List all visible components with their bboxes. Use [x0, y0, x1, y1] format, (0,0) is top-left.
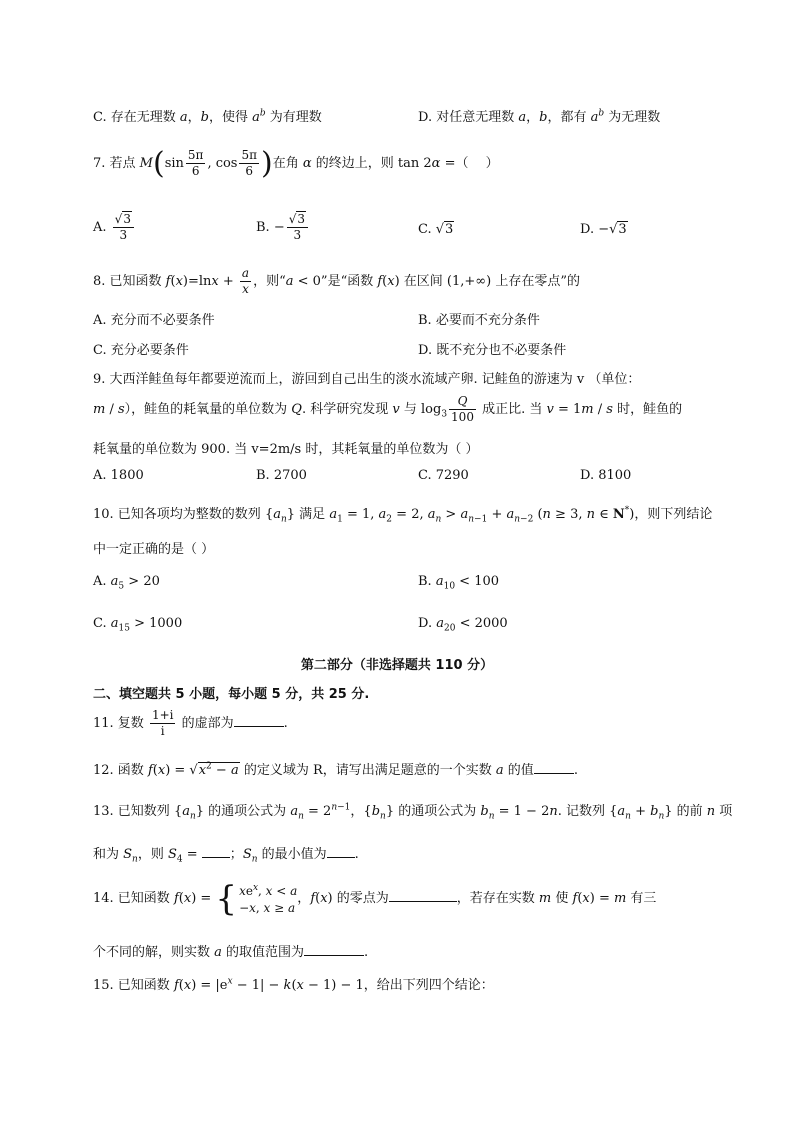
q14-line-2: 个不同的解，则实数 a 的取值范围为 .: [93, 941, 368, 960]
q6-option-c: C. 存在无理数 a，b，使得 $a^b$ 为有理数: [93, 108, 322, 125]
q11: 11. 复数 $\frac{1+i}{i}$ 的虚部为 .: [93, 708, 288, 738]
q13-line-1: 13. 已知数列 $\{a_n\}$ 的通项公式为 $a_n = 2^{n-1}$，$\{b_n\}$ 的通项公式为 $b_n = 1 - 2n$. 记数列 $\{a_n + b_n\}$ 的前 n 项: [93, 802, 733, 822]
q15: 15. 已知函数 $f(x) = |e^x - 1| - k(x - 1) - 1$，给出下列四个结论：: [93, 976, 494, 993]
fill-in-section-heading: 二、填空题共 5 小题，每小题 5 分，共 25 分.: [93, 687, 370, 702]
q6-option-d: D. 对任意无理数 a，b，都有 $a^b$ 为无理数: [418, 108, 661, 125]
q9-option-a: A. 1800: [93, 468, 144, 483]
q10-line-1: 10. 已知各项均为整数的数列 $\{a_n\}$ 满足 $a_1 = 1$, $a_2 = 2$, $a_n > a_{n-1} + a_{n-2}$ (n ≥ 3, n ∈ N*)，则下列结论: [93, 505, 713, 525]
part2-title: 第二部分（非选择题共 110 分）: [300, 658, 494, 673]
q12: 12. 函数 $f(x) = √x^2 - a$ 的定义域为 R，请写出满足题意的一个实数 a 的值 .: [93, 759, 578, 778]
q9-line-1: 9. 大西洋鲑鱼每年都要逆流而上，游回到自己出生的淡水流域产卵. 记鲑鱼的游速为 v （单位：: [93, 372, 641, 387]
q13-line-2: 和为 $S_n$，则 $S_4$ = ；$S_n$ 的最小值为 .: [93, 843, 359, 865]
q9-option-d: D. 8100: [580, 468, 632, 483]
q8-option-d: D. 既不充分也不必要条件: [418, 343, 567, 358]
q7-option-d: D. −√3: [580, 222, 627, 237]
q10-option-d: D. $a_{20} < 2000$: [418, 616, 508, 634]
q7-option-a: A. $\frac{√3}{3}$: [93, 212, 136, 243]
q9-option-c: C. 7290: [418, 468, 469, 483]
q9-line-3: 耗氧量的单位数为 900. 当 v=2m/s 时，其耗氧量的单位数为（ ）: [93, 442, 479, 457]
q8-option-b: B. 必要而不充分条件: [418, 313, 540, 328]
q8-stem: 8. 已知函数 f(x)=lnx + $\frac{a}{x}$ ，则“a < 0”是“函数 f(x) 在区间 (1,+∞) 上存在零点”的: [93, 266, 580, 296]
q10-option-a: A. $a_5 > 20$: [93, 574, 160, 592]
q9-option-b: B. 2700: [256, 468, 307, 483]
q14-line-1: 14. 已知函数 f(x) = { $xe^x$, x < a −x, x ≥ a，f(x) 的零点为 ，若存在实数 m 使 f(x) = m 有三: [93, 878, 657, 919]
q7-stem: 7. 若点 M(sin $\frac{5\pi}{6}$ , cos $\frac{5\pi}{6}$ )在角 α 的终边上，则 tan 2α =（ ）: [93, 146, 499, 181]
q8-option-c: C. 充分必要条件: [93, 343, 189, 358]
q10-option-c: C. $a_{15} > 1000$: [93, 616, 183, 634]
q10-line-2: 中一定正确的是（ ）: [93, 542, 215, 557]
q10-option-b: B. $a_{10} < 100$: [418, 574, 500, 592]
q7-option-c: C. √3: [418, 222, 454, 237]
q7-option-b: B. − $\frac{√3}{3}$: [256, 212, 310, 243]
q9-line-2: m / s），鲑鱼的耗氧量的单位数为 Q. 科学研究发现 v 与 $\log_3$ $\frac{Q}{100}$ 成正比. 当 v = 1m / s 时，鲑鱼的: [93, 394, 683, 424]
q8-option-a: A. 充分而不必要条件: [93, 313, 215, 328]
